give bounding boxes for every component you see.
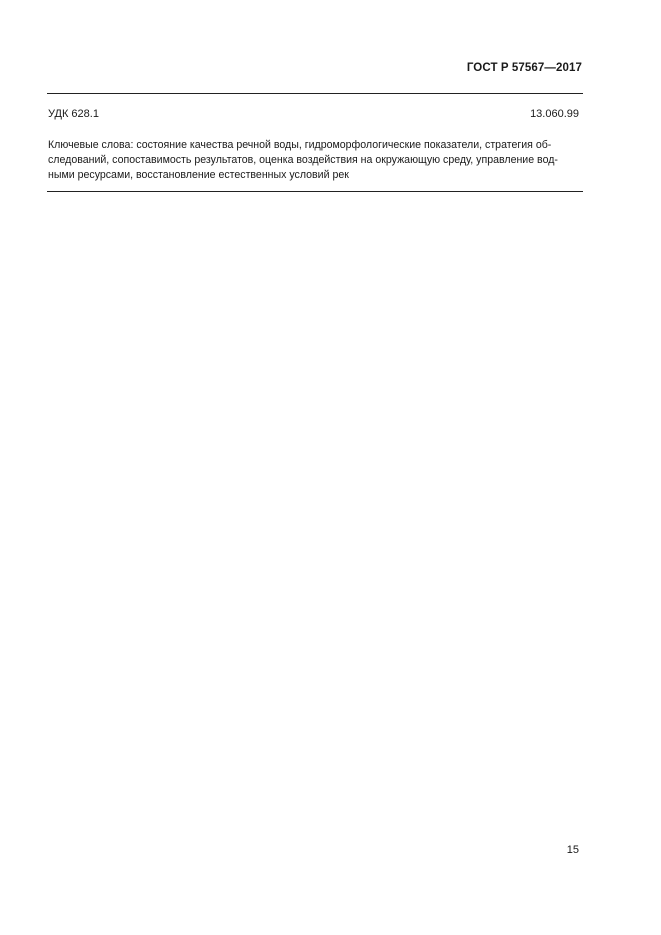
keywords-line: следований, сопоставимость результатов, оценка воздействия на окружающую среду, управление вод- xyxy=(48,154,558,166)
keywords-paragraph xyxy=(48,138,582,183)
standard-code-header: ГОСТ Р 57567—2017 xyxy=(466,62,582,74)
page-number: 15 xyxy=(566,844,579,856)
bottom-divider xyxy=(47,191,583,192)
oks-code: 13.060.99 xyxy=(530,108,579,120)
keywords-line: Ключевые слова: состояние качества речной воды, гидроморфологические показатели, стратегия об- xyxy=(48,139,552,151)
top-divider xyxy=(47,93,583,94)
keywords-line: ными ресурсами, восстановление естественных условий рек xyxy=(48,169,349,181)
udk-code: УДК 628.1 xyxy=(48,108,99,120)
